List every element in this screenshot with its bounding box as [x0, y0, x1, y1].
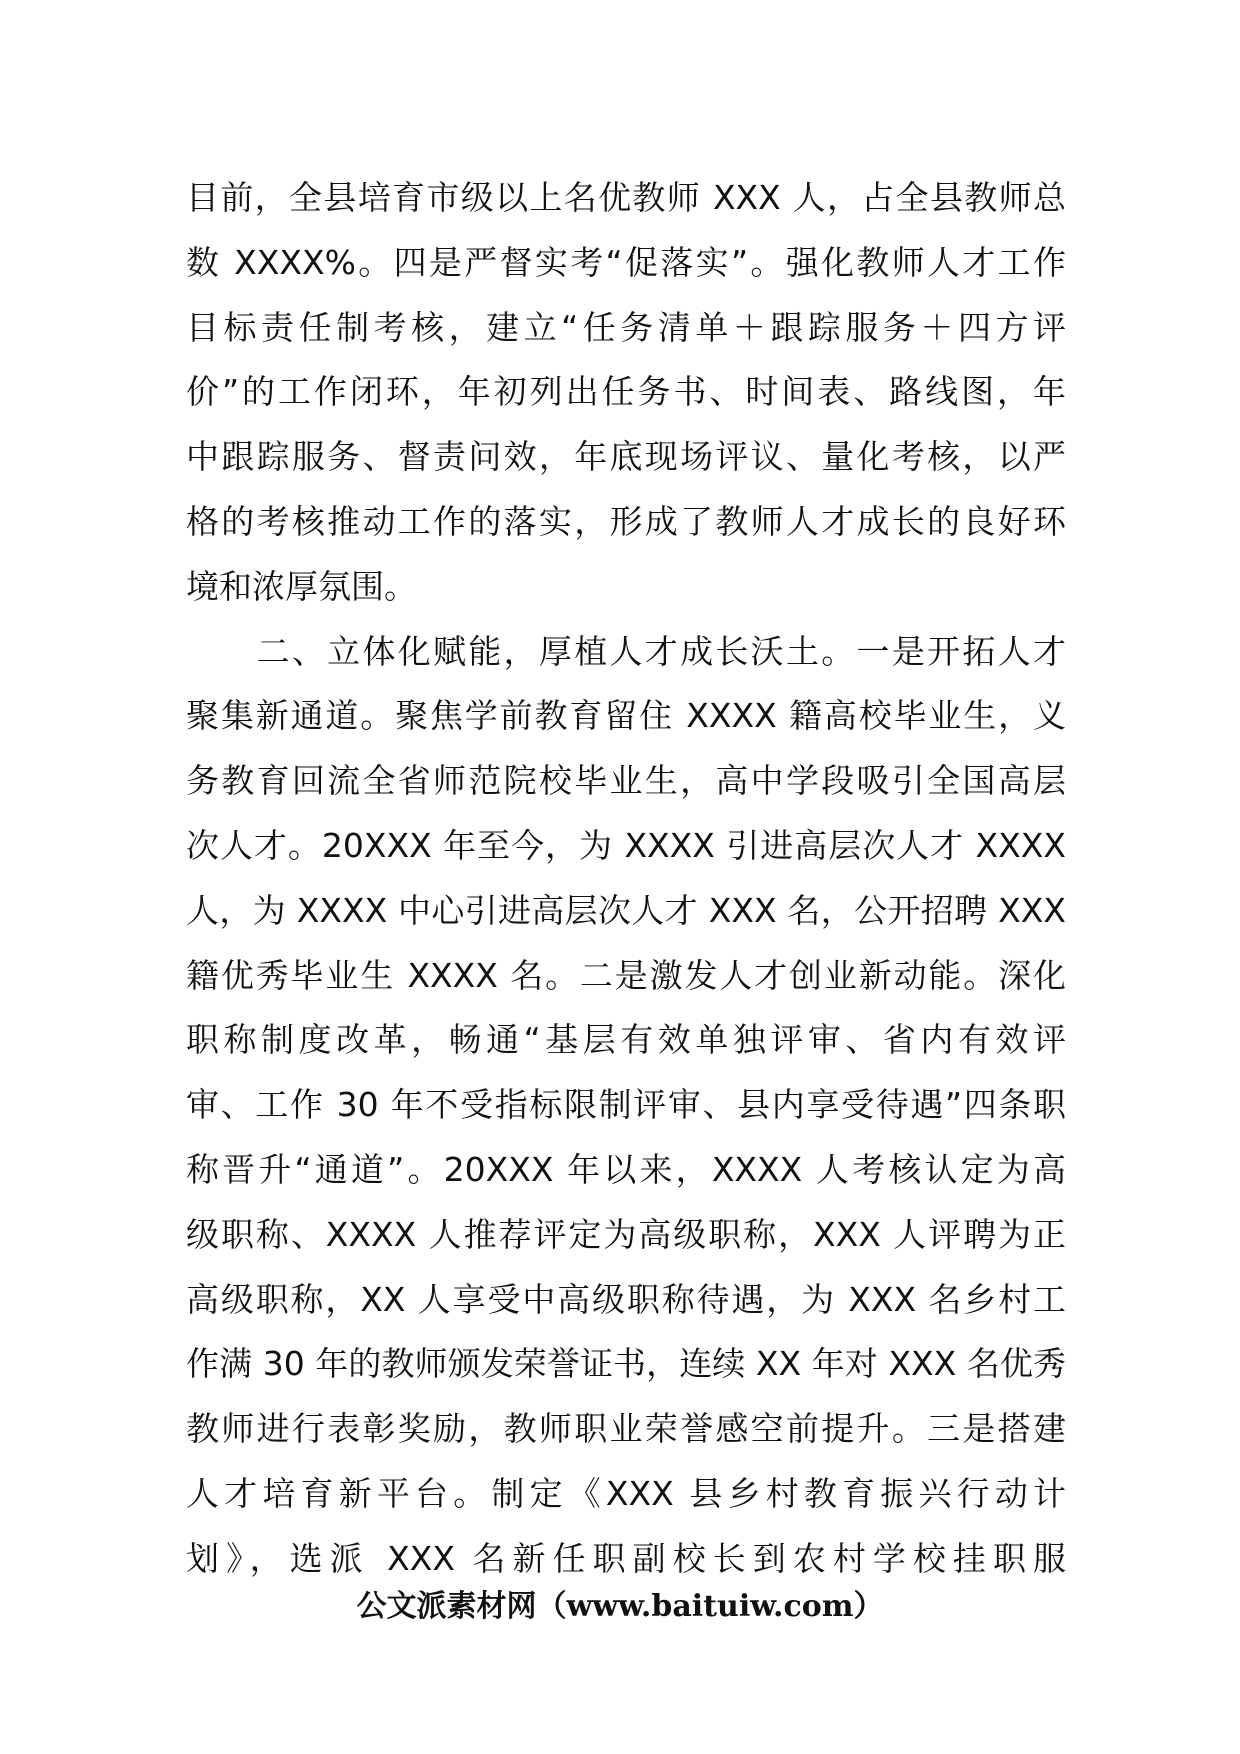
text-line: 中跟踪服务、督责问效，年底现场评议、量化考核，以严 [186, 437, 1066, 477]
text-line: 审、工作 30 年不受指标限制评审、县内享受待遇”四条职 [186, 1085, 1066, 1125]
text-line: 次人才。20XXX 年至今，为 XXXX 引进高层次人才 XXXX [186, 825, 1066, 865]
text-line: 价”的工作闭环，年初列出任务书、时间表、路线图，年 [186, 372, 1066, 412]
text-line: 二、立体化赋能，厚植人才成长沃土。一是开拓人才 [186, 631, 1066, 671]
text-line: 职称制度改革，畅通“基层有效单独评审、省内有效评 [186, 1020, 1066, 1060]
text-line: 人才培育新平台。制定《XXX 县乡村教育振兴行动计 [186, 1473, 1066, 1513]
text-line: 格的考核推动工作的落实，形成了教师人才成长的良好环 [186, 501, 1066, 541]
text-line: 聚集新通道。聚焦学前教育留住 XXXX 籍高校毕业生，义 [186, 696, 1066, 736]
body-text [186, 166, 1066, 1592]
text-line: 人，为 XXXX 中心引进高层次人才 XXX 名，公开招聘 XXX [186, 890, 1066, 930]
text-line: 务教育回流全省师范院校毕业生，高中学段吸引全国高层 [186, 761, 1066, 801]
footer-watermark: 公文派素材网（www.baituiw.com） [356, 1589, 884, 1624]
text-line: 称晋升“通道”。20XXX 年以来，XXXX 人考核认定为高 [186, 1149, 1066, 1189]
text-line: 作满 30 年的教师颁发荣誉证书，连续 XX 年对 XXX 名优秀 [186, 1344, 1066, 1384]
text-line: 划》，选派 XXX 名新任职副校长到农村学校挂职服 [186, 1538, 1066, 1578]
text-line: 级职称、XXXX 人推荐评定为高级职称，XXX 人评聘为正 [186, 1214, 1066, 1254]
text-line: 目标责任制考核，建立“任务清单＋跟踪服务＋四方评 [186, 307, 1066, 347]
text-line: 境和浓厚氛围。 [186, 566, 417, 606]
text-line: 数 XXXX%。四是严督实考“促落实”。强化教师人才工作 [186, 242, 1066, 282]
text-line: 籍优秀毕业生 XXXX 名。二是激发人才创业新动能。深化 [186, 955, 1066, 995]
text-line: 教师进行表彰奖励，教师职业荣誉感空前提升。三是搭建 [186, 1409, 1066, 1449]
text-line: 高级职称，XX 人享受中高级职称待遇，为 XXX 名乡村工 [186, 1279, 1066, 1319]
text-line: 目前，全县培育市级以上名优教师 XXX 人，占全县教师总 [186, 178, 1066, 217]
